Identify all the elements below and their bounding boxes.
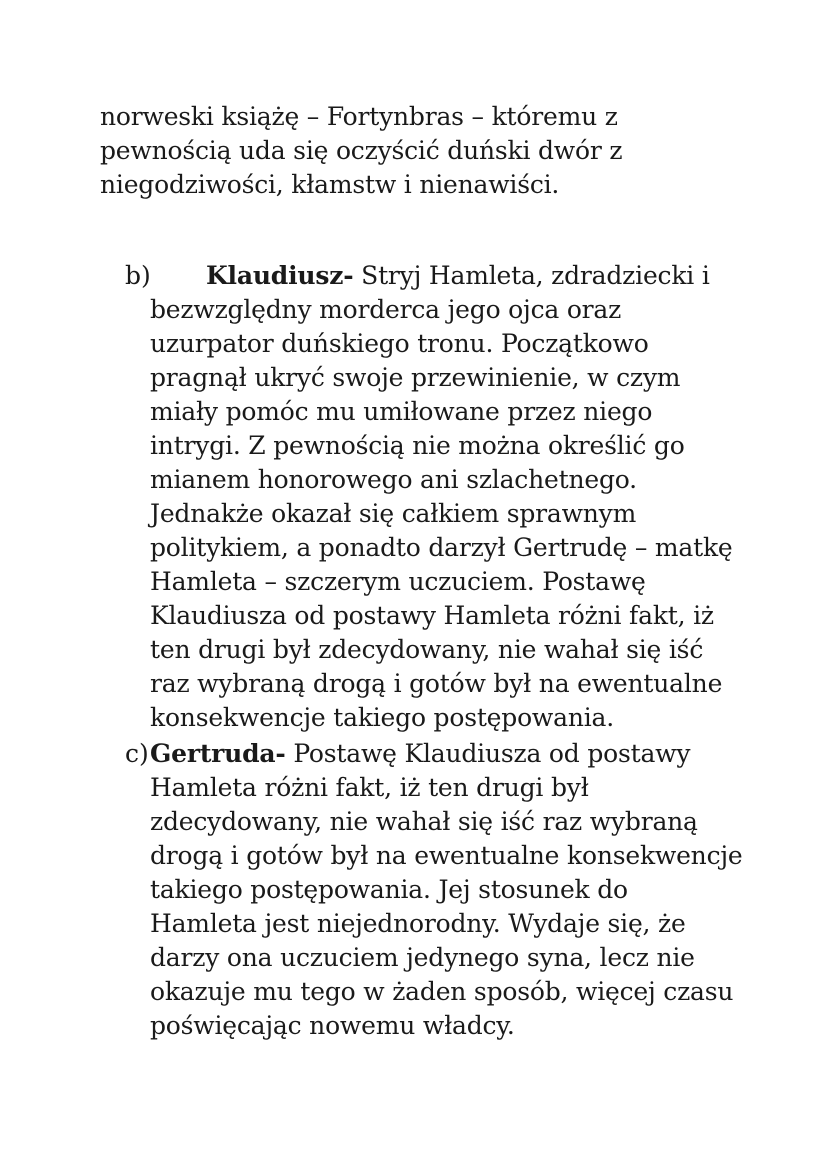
item-b-first-line-text: Stryj Hamleta, zdradziecki i <box>353 261 710 290</box>
intro-line: pewnością uda się oczyścić duński dwór z <box>100 136 623 165</box>
item-c-first-line-text: Postawę Klaudiusza od postawy <box>285 739 691 768</box>
item-c-line: zdecydowany, nie wahał się iść raz wybraną <box>150 807 698 836</box>
item-b-line: Klaudiusza od postawy Hamleta różni fakt, iż <box>150 601 714 630</box>
item-c-first-line <box>150 737 690 771</box>
item-b-line: uzurpator duńskiego tronu. Początkowo <box>150 329 649 358</box>
item-c-line: Hamleta różni fakt, iż ten drugi był <box>150 773 589 802</box>
list-marker-b: b) <box>125 261 151 290</box>
item-c-line: okazuje mu tego w żaden sposób, więcej czasu <box>150 977 734 1006</box>
item-b-line: Jednakże okazał się całkiem sprawnym <box>150 499 637 528</box>
item-c-line: takiego postępowania. Jej stosunek do <box>150 875 628 904</box>
item-c-line: Hamleta jest niejednorodny. Wydaje się, że <box>150 909 686 938</box>
term-gertruda: Gertruda- <box>150 739 286 768</box>
item-b-line: pragnął ukryć swoje przewinienie, w czym <box>150 363 681 392</box>
item-c-line: poświęcając nowemu władcy. <box>150 1011 515 1040</box>
intro-line: norweski książę – Fortynbras – któremu z <box>100 102 618 131</box>
item-b-line: politykiem, a ponadto darzył Gertrudę – matkę <box>150 533 733 562</box>
item-b-line: intrygi. Z pewnością nie można określić go <box>150 431 685 460</box>
item-c-line: darzy ona uczuciem jedynego syna, lecz nie <box>150 943 695 972</box>
item-b-line: ten drugi był zdecydowany, nie wahał się iść <box>150 635 704 664</box>
item-c-line: drogą i gotów był na ewentualne konsekwencje <box>150 841 743 870</box>
item-b-first-line <box>206 259 710 293</box>
intro-line: niegodziwości, kłamstw i nienawiści. <box>100 170 560 199</box>
term-klaudiusz: Klaudiusz- <box>206 261 354 290</box>
item-b-line: konsekwencje takiego postępowania. <box>150 703 614 732</box>
item-b-line: Hamleta – szczerym uczuciem. Postawę <box>150 567 646 596</box>
list-marker-c: c) <box>125 739 149 768</box>
item-b-line: mianem honorowego ani szlachetnego. <box>150 465 637 494</box>
item-b-line: bezwzględny morderca jego ojca oraz <box>150 295 622 324</box>
item-b-line: raz wybraną drogą i gotów był na ewentualne <box>150 669 723 698</box>
item-b-line: miały pomóc mu umiłowane przez niego <box>150 397 653 426</box>
